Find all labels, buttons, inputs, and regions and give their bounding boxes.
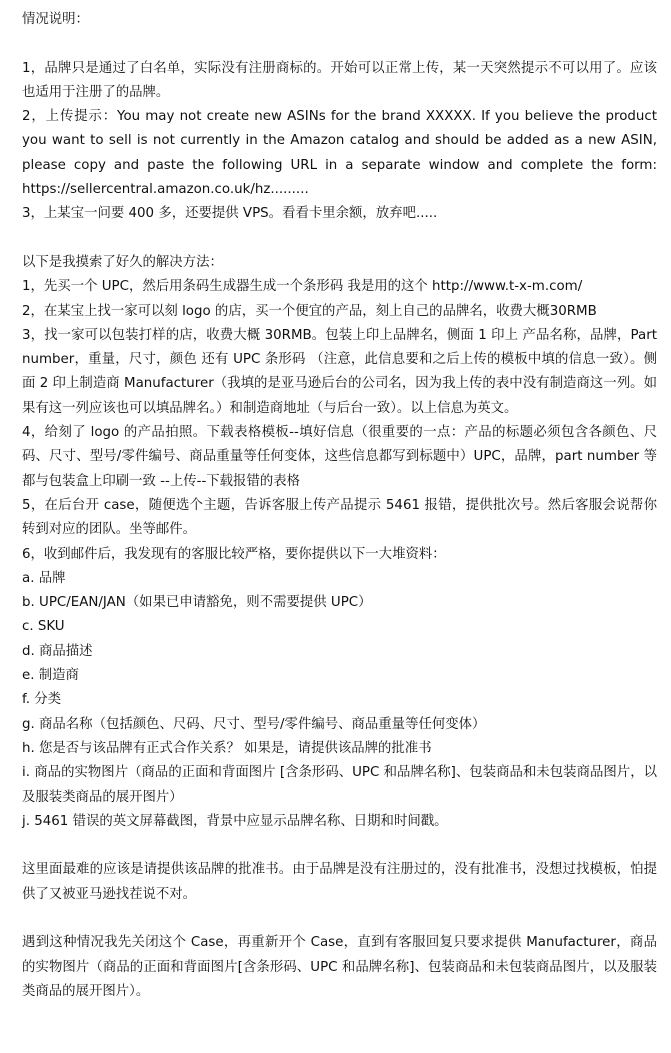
required-item-d: d. 商品描述 [22, 643, 93, 659]
required-item-e: e. 制造商 [22, 668, 79, 684]
solution-section [22, 251, 657, 834]
conclusion-paragraph: 遇到这种情况我先关闭这个 Case，再重新开个 Case，直到有客服回复只要求提供 Manufacturer，商品的实物图片（商品的正面和背面图片[含条形码、UPC 和品牌名称]、包装商品和未包装商品图片，以及服装类商品的展开图片）。 [22, 935, 657, 999]
document-title: 情况说明： [22, 12, 89, 27]
solution-step-6: 6，收到邮件后，我发现有的客服比较严格，要你提供以下一大堆资料： [22, 546, 446, 562]
solution-step-2: 2，在某宝上找一家可以刻 logo 的店，买一个便宜的产品，刻上自己的品牌名，收费大概30RMB [22, 303, 597, 319]
spacer [22, 227, 657, 251]
required-item-i: i. 商品的实物图片（商品的正面和背面图片 [含条形码、UPC 和品牌名称]、包装商品和未包装商品图片，以及服装类商品的展开图片） [22, 765, 657, 805]
required-item-a: a. 品牌 [22, 570, 66, 586]
situation-item-3: 3，上某宝一问要 400 多，还要提供 VPS。看看卡里余额，放弃吧..... [22, 206, 438, 222]
situation-item-2: 2，上传提示：You may not create new ASINs for the brand XXXXX. If you believe the product you want to sell is not currently in the Amazon catalog and should be added as a new ASIN, please copy and paste the following URL in a separate window and complete the form: https://sellercentral.amazon.co.uk/hz......... [22, 109, 657, 198]
required-item-h: h. 您是否与该品牌有正式合作关系？ 如果是，请提供该品牌的批准书 [22, 740, 432, 756]
spacer [22, 834, 657, 858]
required-item-f: f. 分类 [22, 692, 62, 708]
spacer [22, 32, 657, 56]
solution-step-4: 4，给刻了 logo 的产品拍照。下载表格模板--填好信息（很重要的一点：产品的标题必须包含各颜色、尺码、尺寸、型号/零件编号、商品重量等任何变体，这些信息都写到标题中）UPC，品牌，part number 等都与包装盒上印刷一致 --上传--下载报错的表格 [22, 425, 657, 489]
situation-section [22, 57, 657, 227]
situation-item-1: 1，品牌只是通过了白名单，实际没有注册商标的。开始可以正常上传，某一天突然提示不可以用了。应该也适用于注册了的品牌。 [22, 60, 657, 100]
note-section [22, 858, 657, 907]
required-item-g: g. 商品名称（包括颜色、尺码、尺寸、型号/零件编号、商品重量等任何变体） [22, 716, 486, 732]
conclusion-section [22, 931, 657, 1004]
solution-step-5: 5，在后台开 case，随便选个主题，告诉客服上传产品提示 5461 报错，提供批次号。然后客服会说帮你转到对应的团队。坐等邮件。 [22, 497, 657, 538]
difficulty-note: 这里面最难的应该是请提供该品牌的批准书。由于品牌是没有注册过的，没有批准书，没想过找模板，怕提供了又被亚马逊找茬说不对。 [22, 862, 657, 902]
solution-step-1: 1，先买一个 UPC，然后用条码生成器生成一个条形码 我是用的这个 http://www.t-x-m.com/ [22, 279, 583, 295]
required-item-j: j. 5461 错误的英文屏幕截图，背景中应显示品牌名称、日期和时间戳。 [22, 813, 448, 829]
spacer [22, 907, 657, 931]
solution-step-3: 3，找一家可以包装打样的店，收费大概 30RMB。包装上印上品牌名，侧面 1 印上 产品名称，品牌，Part number，重量，尺寸，颜色 还有 UPC 条形码 （注意，此信息要和之后上传的模板中填的信息一致）。侧面 2 印上制造商 Manufacturer（我填的是亚马逊后台的公司名，因为我上传的表中没有制造商这一列。如果有这一列应该也可以填品牌名。）和制造商地址（与后台一致）。以上信息为英文。 [22, 327, 657, 416]
required-item-b: b. UPC/EAN/JAN（如果已申请豁免，则不需要提供 UPC） [22, 595, 372, 611]
required-item-c: c. SKU [22, 619, 65, 635]
solution-intro: 以下是我摸索了好久的解决方法： [22, 254, 223, 270]
